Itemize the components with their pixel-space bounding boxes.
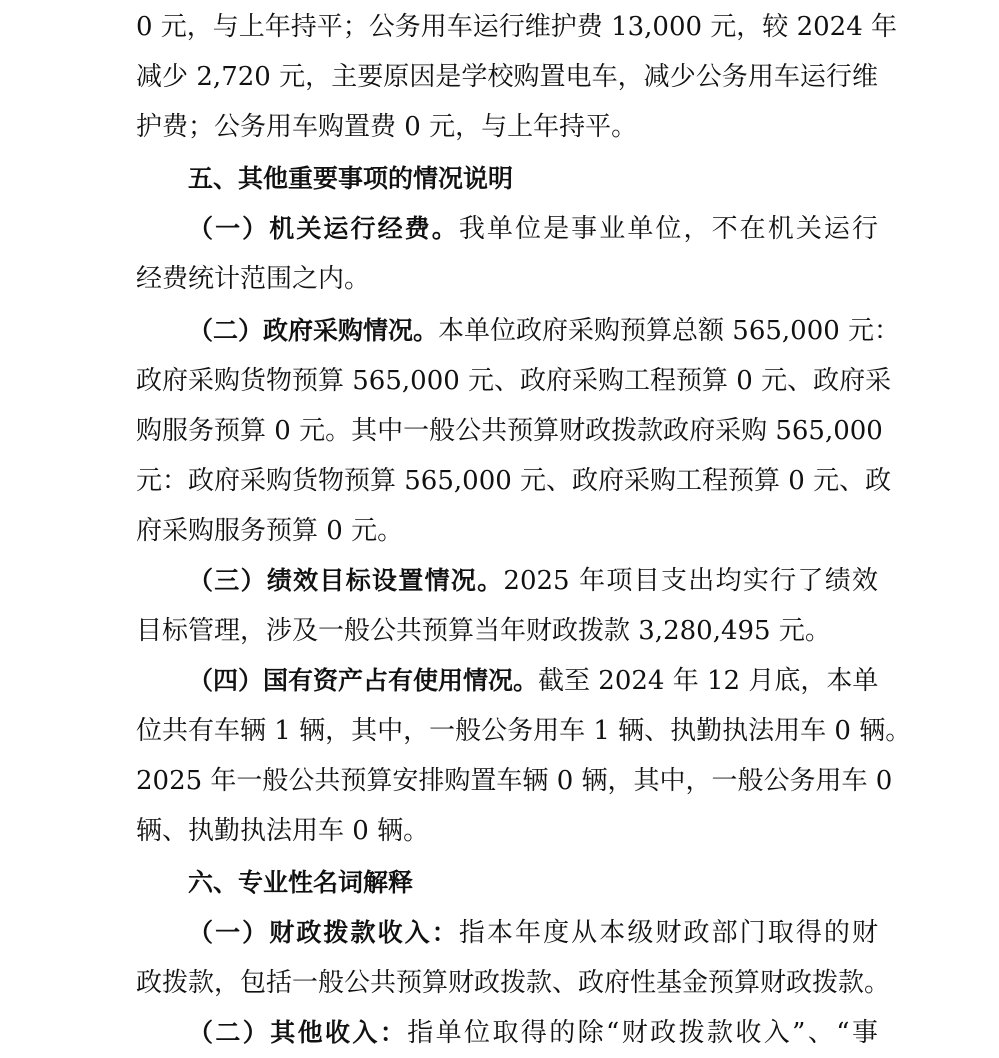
text-line: 政拨款，包括一般公共预算财政拨款、政府性基金预算财政拨款。 xyxy=(136,968,891,998)
paragraph-lead: （二）政府采购情况。 xyxy=(188,316,439,345)
text-line: 0 元，与上年持平；公务用车运行维护费 13,000 元，较 2024 年 xyxy=(136,12,898,42)
paragraph-line xyxy=(188,204,878,254)
paragraph-line xyxy=(188,908,878,958)
paragraph-text: 2025 年项目支出均实行了绩效 xyxy=(503,566,878,596)
paragraph-line xyxy=(188,306,901,356)
section-heading-6: 六、专业性名词解释 xyxy=(188,868,414,897)
paragraph-line xyxy=(188,656,878,706)
text-line: 经费统计范围之内。 xyxy=(136,264,371,294)
text-line: 政府采购货物预算 565,000 元、政府采购工程预算 0 元、政府采 xyxy=(136,366,892,396)
paragraph-text: 我单位是事业单位，不在机关运行 xyxy=(458,214,878,244)
paragraph-text: 截至 2024 年 12 月底，本单 xyxy=(538,666,879,696)
text-line: 府采购服务预算 0 元。 xyxy=(136,516,404,546)
paragraph-lead: （一）财政拨款收入： xyxy=(188,918,459,947)
paragraph-line xyxy=(188,1008,878,1058)
text-line: 购服务预算 0 元。其中一般公共预算财政拨款政府采购 565,000 xyxy=(136,416,883,446)
paragraph-lead: （三）绩效目标设置情况。 xyxy=(188,566,504,595)
section-heading-5: 五、其他重要事项的情况说明 xyxy=(188,164,514,193)
text-line: 位共有车辆 1 辆，其中，一般公务用车 1 辆、执勤执法用车 0 辆。 xyxy=(136,716,912,746)
paragraph-lead: （一）机关运行经费。 xyxy=(188,214,459,243)
text-line: 目标管理，涉及一般公共预算当年财政拨款 3,280,495 元。 xyxy=(136,616,831,646)
text-line: 减少 2,720 元，主要原因是学校购置电车，减少公务用车运行维 xyxy=(136,62,878,92)
paragraph-text: 指单位取得的除“财政拨款收入”、“事 xyxy=(407,1018,878,1048)
text-line: 护费；公务用车购置费 0 元，与上年持平。 xyxy=(136,112,638,142)
paragraph-text: 本单位政府采购预算总额 565,000 元： xyxy=(438,316,901,346)
paragraph-line xyxy=(188,556,878,606)
text-line: 辆、执勤执法用车 0 辆。 xyxy=(136,816,430,846)
paragraph-text: 指本年度从本级财政部门取得的财 xyxy=(458,918,878,948)
paragraph-lead: （四）国有资产占有使用情况。 xyxy=(188,666,539,695)
text-line: 元：政府采购货物预算 565,000 元、政府采购工程预算 0 元、政 xyxy=(136,466,892,496)
paragraph-lead: （二）其他收入： xyxy=(188,1018,408,1047)
text-line: 2025 年一般公共预算安排购置车辆 0 辆，其中，一般公务用车 0 xyxy=(136,766,893,796)
